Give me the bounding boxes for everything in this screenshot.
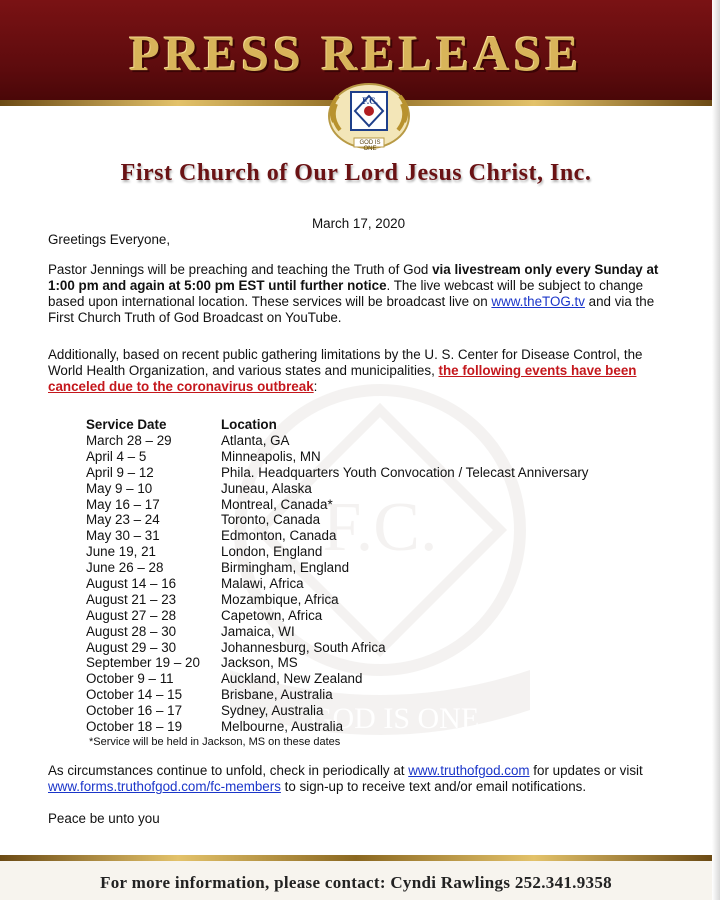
p3-text-a: As circumstances continue to unfold, check in periodically at xyxy=(48,763,409,778)
location-cell: Montreal, Canada* xyxy=(221,496,333,512)
location-cell: Toronto, Canada xyxy=(221,512,321,528)
service-date-cell: October 9 – 11 xyxy=(86,671,174,687)
p3-text-c: to sign-up to receive text and/or email notifications. xyxy=(280,779,587,794)
p1-text-d: and via the First Church Truth of God Broadcast on YouTube. xyxy=(48,294,655,325)
service-date-cell: May 9 – 10 xyxy=(86,480,153,496)
header-location: Location xyxy=(221,417,277,432)
location-cell: Malawi, Africa xyxy=(221,576,304,592)
schedule-row xyxy=(86,687,641,703)
p3-text-b: for updates or visit xyxy=(529,763,643,778)
schedule-header-row xyxy=(86,417,641,433)
schedule-row xyxy=(86,576,641,592)
greeting: Greetings Everyone, xyxy=(48,232,171,247)
service-date-cell: June 26 – 28 xyxy=(86,560,164,576)
schedule-row xyxy=(86,624,641,640)
service-date-cell: May 30 – 31 xyxy=(86,528,160,544)
location-cell: Auckland, New Zealand xyxy=(221,671,363,687)
location-cell: Birmingham, England xyxy=(221,560,350,576)
location-cell: Capetown, Africa xyxy=(221,607,323,623)
service-date-cell: June 19, 21 xyxy=(86,544,156,560)
svg-text:F.C.: F.C. xyxy=(322,489,438,566)
thetog-link[interactable]: www.theTOG.tv xyxy=(491,294,585,309)
location-cell: Jackson, MS xyxy=(221,655,298,671)
church-name: First Church of Our Lord Jesus Christ, Inc. xyxy=(120,160,592,186)
schedule-row xyxy=(86,608,641,624)
location-cell: Melbourne, Australia xyxy=(221,719,344,735)
location-cell: London, England xyxy=(221,544,323,560)
service-date-cell: May 23 – 24 xyxy=(86,512,160,528)
schedule-row xyxy=(86,560,641,576)
closing-line: Peace be unto you xyxy=(48,811,160,826)
p1-text-c: . The live webcast will be subject to change based upon international location. These services will be broadcast live on xyxy=(48,278,644,309)
schedule-row xyxy=(86,544,641,560)
service-date-cell: April 9 – 12 xyxy=(86,464,154,480)
schedule-row xyxy=(86,671,641,687)
schedule-row xyxy=(86,655,641,671)
letter-date: March 17, 2020 xyxy=(312,216,406,231)
schedule-row xyxy=(86,592,641,608)
service-date-cell: August 28 – 30 xyxy=(86,623,177,639)
location-cell: Atlanta, GA xyxy=(221,433,290,448)
schedule-row xyxy=(86,481,641,497)
page-title: PRESS RELEASE xyxy=(129,25,583,81)
location-cell: Juneau, Alaska xyxy=(221,480,312,496)
paragraph-cancellations xyxy=(48,347,680,395)
service-date-cell: October 14 – 15 xyxy=(86,687,183,703)
p1-bold-schedule: via livestream only every Sunday at 1:00 pm and again at 5:00 pm EST until further notice xyxy=(48,262,659,293)
location-cell: Brisbane, Australia xyxy=(221,687,333,703)
location-cell: Jamaica, WI xyxy=(221,623,295,639)
p1-text-a: Pastor Jennings will be preaching and teaching the Truth of God xyxy=(48,262,433,277)
schedule-row xyxy=(86,512,641,528)
service-date-cell: May 16 – 17 xyxy=(86,496,160,512)
location-cell: Mozambique, Africa xyxy=(221,591,339,607)
service-date-cell: August 27 – 28 xyxy=(86,607,177,623)
service-date-cell: August 29 – 30 xyxy=(86,639,177,655)
location-cell: Johannesburg, South Africa xyxy=(221,639,386,655)
p2-text-a: Additionally, based on recent public gathering limitations by the U. S. Center for Disease Control, the World Health Organization, and various states and municipalities, xyxy=(48,347,643,378)
schedule-row xyxy=(86,449,641,465)
service-date-cell: September 19 – 20 xyxy=(86,655,200,671)
schedule-row xyxy=(86,703,641,719)
p2-text-b: : xyxy=(313,379,318,394)
paragraph-livestream xyxy=(48,262,670,326)
fc-members-link[interactable]: www.forms.truthofgod.com/fc-members xyxy=(48,779,281,794)
location-cell: Sydney, Australia xyxy=(221,703,324,719)
location-cell: Edmonton, Canada xyxy=(221,528,337,544)
contact-info: For more information, please contact: Cyndi Rawlings 252.341.9358 xyxy=(100,873,612,892)
service-date-cell: August 21 – 23 xyxy=(86,591,177,607)
schedule-table xyxy=(86,417,641,735)
location-cell: Phila. Headquarters Youth Convocation / Telecast Anniversary xyxy=(221,464,589,480)
canceled-events-notice: the following events have been canceled due to the coronavirus outbreak xyxy=(48,363,637,394)
schedule-row xyxy=(86,719,641,735)
header-service-date: Service Date xyxy=(86,417,167,432)
service-date-cell: April 4 – 5 xyxy=(86,448,147,464)
service-date-cell: October 16 – 17 xyxy=(86,703,183,719)
emblem-motto: GOD IS ONE xyxy=(359,140,381,152)
page-edge-shadow xyxy=(712,0,720,900)
schedule-row xyxy=(86,497,641,513)
location-cell: Minneapolis, MN xyxy=(221,448,321,464)
schedule-row xyxy=(86,640,641,656)
service-date-cell: March 28 – 29 xyxy=(86,433,172,448)
service-date-cell: October 18 – 19 xyxy=(86,719,183,735)
emblem-initials: F.C. xyxy=(362,96,378,106)
watermark-motto: GOD IS ONE xyxy=(310,702,480,735)
service-date-cell: August 14 – 16 xyxy=(86,576,177,592)
schedule-row xyxy=(86,465,641,481)
truthofgod-link[interactable]: www.truthofgod.com xyxy=(408,763,530,778)
schedule-footnote: *Service will be held in Jackson, MS on these dates xyxy=(89,736,341,748)
paragraph-updates xyxy=(48,763,688,795)
schedule-row xyxy=(86,433,641,449)
schedule-row xyxy=(86,528,641,544)
